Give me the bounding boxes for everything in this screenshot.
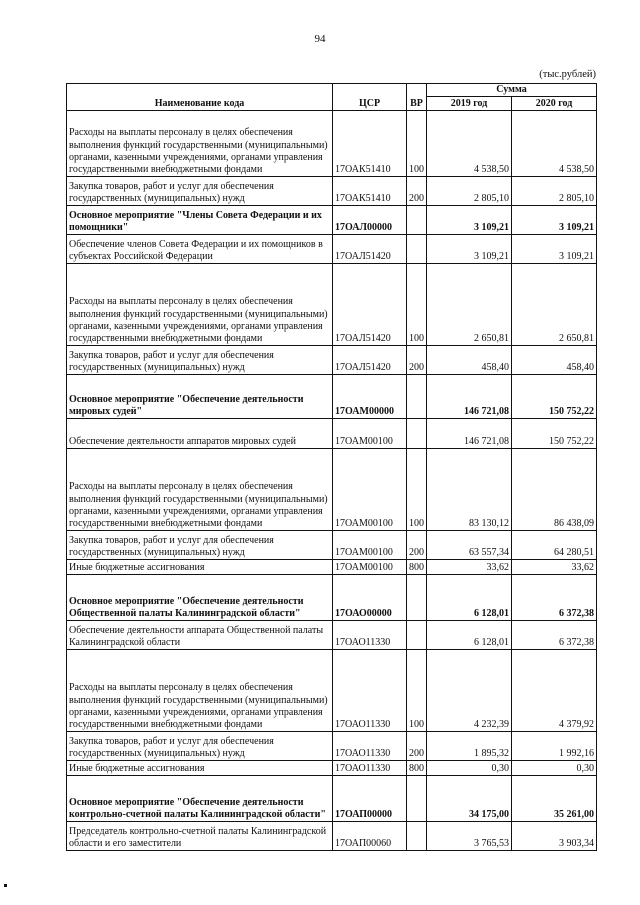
row-2019-cell: 83 130,12 (427, 449, 512, 531)
table-row (67, 776, 597, 822)
row-vr-cell: 200 (407, 346, 427, 375)
row-name-cell: Обеспечение деятельности аппаратов мировых судей (67, 419, 333, 449)
row-vr-cell: 800 (407, 761, 427, 776)
row-name-cell: Расходы на выплаты персоналу в целях обеспечения выполнения функций государственными (муниципальными) органами, казенными учреждениями, органами управления государственными внебюджетными фондами (67, 264, 333, 346)
row-name-cell: Обеспечение членов Совета Федерации и их помощников в субъектах Российской Федерации (67, 235, 333, 264)
row-2019-cell: 146 721,08 (427, 419, 512, 449)
header-csr: ЦСР (333, 84, 407, 111)
table-row (67, 264, 597, 346)
row-csr-cell: 17ОАЛ51420 (333, 264, 407, 346)
table-row (67, 732, 597, 761)
row-csr-cell: 17ОАМ00100 (333, 419, 407, 449)
row-vr-cell: 800 (407, 560, 427, 575)
header-2019: 2019 год (427, 97, 512, 111)
header-name: Наименование кода (67, 84, 333, 111)
row-vr-cell (407, 375, 427, 419)
row-2019-cell: 3 109,21 (427, 235, 512, 264)
row-vr-cell (407, 575, 427, 621)
row-csr-cell: 17ОАМ00000 (333, 375, 407, 419)
row-2019-cell: 3 765,53 (427, 822, 512, 851)
row-vr-cell: 100 (407, 650, 427, 732)
row-2019-cell: 146 721,08 (427, 375, 512, 419)
row-name-cell: Закупка товаров, работ и услуг для обеспечения государственных (муниципальных) нужд (67, 531, 333, 560)
row-vr-cell: 200 (407, 177, 427, 206)
table-body (67, 111, 597, 851)
row-name-cell: Расходы на выплаты персоналу в целях обеспечения выполнения функций государственными (муниципальными) органами, казенными учреждениями, органами управления государственными внебюджетными фондами (67, 449, 333, 531)
row-csr-cell: 17ОАМ00100 (333, 531, 407, 560)
header-vr: ВР (407, 84, 427, 111)
row-csr-cell: 17ОАП00060 (333, 822, 407, 851)
row-2019-cell: 0,30 (427, 761, 512, 776)
row-2019-cell: 34 175,00 (427, 776, 512, 822)
row-2019-cell: 33,62 (427, 560, 512, 575)
row-name-cell: Иные бюджетные ассигнования (67, 761, 333, 776)
row-2020-cell: 3 903,34 (512, 822, 597, 851)
row-csr-cell: 17ОАП00000 (333, 776, 407, 822)
row-2020-cell: 150 752,22 (512, 375, 597, 419)
row-name-cell: Закупка товаров, работ и услуг для обеспечения государственных (муниципальных) нужд (67, 732, 333, 761)
row-csr-cell: 17ОАЛ51420 (333, 235, 407, 264)
row-2020-cell: 4 538,50 (512, 111, 597, 177)
page-number: 94 (314, 33, 326, 45)
row-2019-cell: 4 538,50 (427, 111, 512, 177)
table-row (67, 575, 597, 621)
row-name-cell: Основное мероприятие "Обеспечение деятельности мировых судей" (67, 375, 333, 419)
row-csr-cell: 17ОАО00000 (333, 575, 407, 621)
row-2020-cell: 4 379,92 (512, 650, 597, 732)
row-csr-cell: 17ОАМ00100 (333, 449, 407, 531)
table-row (67, 621, 597, 650)
budget-table (66, 83, 597, 851)
row-name-cell: Закупка товаров, работ и услуг для обеспечения государственных (муниципальных) нужд (67, 177, 333, 206)
table-row (67, 449, 597, 531)
row-vr-cell: 200 (407, 732, 427, 761)
row-2020-cell: 33,62 (512, 560, 597, 575)
row-2020-cell: 0,30 (512, 761, 597, 776)
table-row (67, 235, 597, 264)
row-name-cell: Основное мероприятие "Обеспечение деятельности Общественной палаты Калининградской области" (67, 575, 333, 621)
table-row (67, 346, 597, 375)
row-2019-cell: 6 128,01 (427, 621, 512, 650)
table-row (67, 650, 597, 732)
row-vr-cell: 200 (407, 531, 427, 560)
row-csr-cell: 17ОАМ00100 (333, 560, 407, 575)
table-row (67, 177, 597, 206)
row-2019-cell: 4 232,39 (427, 650, 512, 732)
row-vr-cell (407, 822, 427, 851)
row-2019-cell: 2 805,10 (427, 177, 512, 206)
row-2019-cell: 458,40 (427, 346, 512, 375)
row-csr-cell: 17ОАО11330 (333, 732, 407, 761)
row-2020-cell: 458,40 (512, 346, 597, 375)
row-vr-cell (407, 419, 427, 449)
table-row (67, 761, 597, 776)
row-name-cell: Расходы на выплаты персоналу в целях обеспечения выполнения функций государственными (муниципальными) органами, казенными учреждениями, органами управления государственными внебюджетными фондами (67, 111, 333, 177)
row-name-cell: Обеспечение деятельности аппарата Общественной палаты Калининградской области (67, 621, 333, 650)
row-vr-cell: 100 (407, 111, 427, 177)
row-csr-cell: 17ОАО11330 (333, 621, 407, 650)
row-2019-cell: 2 650,81 (427, 264, 512, 346)
row-2020-cell: 3 109,21 (512, 235, 597, 264)
row-2020-cell: 64 280,51 (512, 531, 597, 560)
row-2020-cell: 150 752,22 (512, 419, 597, 449)
row-2019-cell: 6 128,01 (427, 575, 512, 621)
row-name-cell: Председатель контрольно-счетной палаты Калининградской области и его заместители (67, 822, 333, 851)
row-name-cell: Основное мероприятие "Члены Совета Федерации и их помощники" (67, 206, 333, 235)
row-vr-cell (407, 621, 427, 650)
row-csr-cell: 17ОАО11330 (333, 650, 407, 732)
row-2019-cell: 63 557,34 (427, 531, 512, 560)
row-name-cell: Закупка товаров, работ и услуг для обеспечения государственных (муниципальных) нужд (67, 346, 333, 375)
table-row (67, 111, 597, 177)
units-label: (тыс.рублей) (539, 69, 596, 80)
row-name-cell: Иные бюджетные ассигнования (67, 560, 333, 575)
row-2020-cell: 35 261,00 (512, 776, 597, 822)
row-2020-cell: 6 372,38 (512, 621, 597, 650)
row-vr-cell: 100 (407, 449, 427, 531)
edge-mark (4, 884, 7, 887)
table-row (67, 375, 597, 419)
table-row (67, 206, 597, 235)
row-2020-cell: 1 992,16 (512, 732, 597, 761)
row-csr-cell: 17ОАК51410 (333, 111, 407, 177)
table-row (67, 560, 597, 575)
row-2020-cell: 6 372,38 (512, 575, 597, 621)
row-csr-cell: 17ОАЛ00000 (333, 206, 407, 235)
table-row (67, 822, 597, 851)
row-csr-cell: 17ОАЛ51420 (333, 346, 407, 375)
row-vr-cell (407, 776, 427, 822)
row-vr-cell: 100 (407, 264, 427, 346)
header-sum: Сумма (427, 84, 597, 97)
row-csr-cell: 17ОАК51410 (333, 177, 407, 206)
row-2020-cell: 2 805,10 (512, 177, 597, 206)
row-csr-cell: 17ОАО11330 (333, 761, 407, 776)
row-2020-cell: 86 438,09 (512, 449, 597, 531)
row-name-cell: Расходы на выплаты персоналу в целях обеспечения выполнения функций государственными (муниципальными) органами, казенными учреждениями, органами управления государственными внебюджетными фондами (67, 650, 333, 732)
table-row (67, 531, 597, 560)
table-row (67, 419, 597, 449)
row-2020-cell: 2 650,81 (512, 264, 597, 346)
row-2019-cell: 3 109,21 (427, 206, 512, 235)
header-2020: 2020 год (512, 97, 597, 111)
row-name-cell: Основное мероприятие "Обеспечение деятельности контрольно-счетной палаты Калининградской области" (67, 776, 333, 822)
row-vr-cell (407, 206, 427, 235)
row-vr-cell (407, 235, 427, 264)
row-2020-cell: 3 109,21 (512, 206, 597, 235)
row-2019-cell: 1 895,32 (427, 732, 512, 761)
